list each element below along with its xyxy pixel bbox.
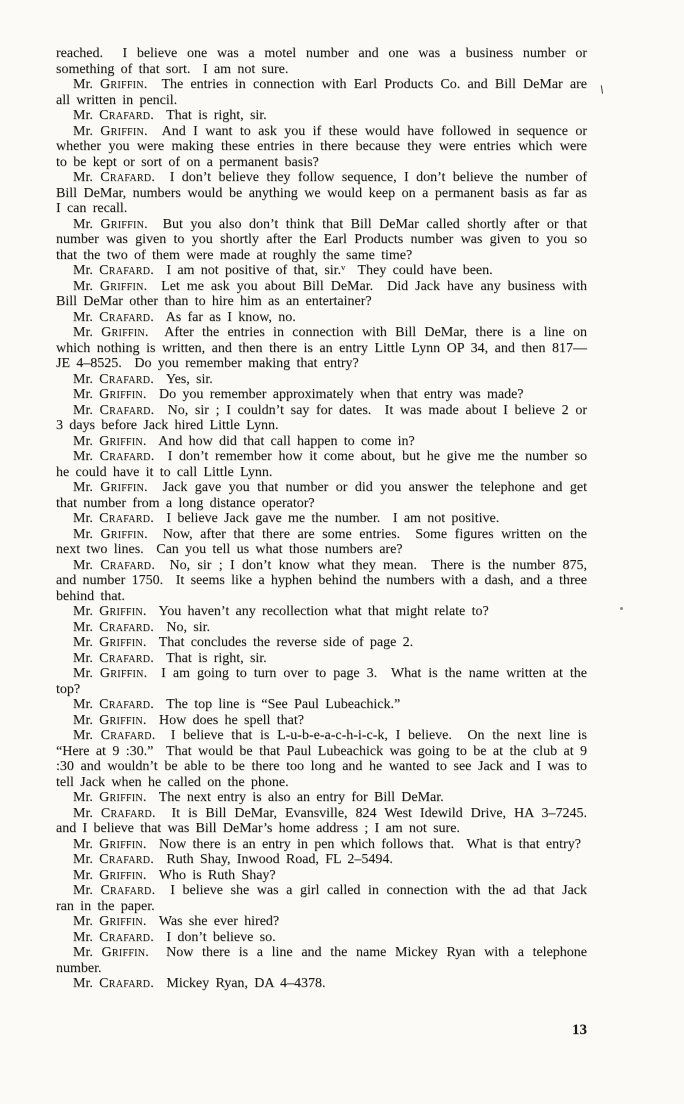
utterance-text: I believe Jack gave me the number. I am not positive. bbox=[166, 511, 500, 526]
utterance-text: The next entry is also an entry for Bill DeMar. bbox=[158, 790, 444, 805]
speaker-name bbox=[73, 697, 166, 712]
utterance-text: You haven’t any recollection what that might relate to? bbox=[158, 604, 489, 619]
speaker-name bbox=[73, 651, 166, 666]
speaker-surname: Griffin bbox=[100, 480, 145, 495]
speaker-honorific: Mr. bbox=[73, 449, 100, 464]
speaker-name bbox=[73, 852, 166, 867]
utterance-text: I believe that is L-u-b-e-a-c-h-i-c-k, I believe. On the next line is “Here at 9 :30.” That would be that Paul Lubeachick was going to be at the club at 9 :30 and wouldn’t be able to be there too long and he wanted to see Jack and I was to tell Jack when he called on the phone. bbox=[56, 728, 594, 790]
speaker-name bbox=[73, 217, 163, 232]
speaker-surname: Crafard bbox=[99, 650, 151, 666]
speaker-surname: Crafard bbox=[99, 619, 151, 635]
speaker-surname: Crafard bbox=[99, 852, 151, 867]
transcript-paragraph bbox=[56, 976, 587, 992]
speaker-separator: . bbox=[151, 170, 170, 185]
speaker-separator: . bbox=[142, 433, 159, 449]
speaker-name bbox=[73, 325, 164, 340]
transcript-paragraph bbox=[56, 837, 587, 853]
speaker-surname: Crafard bbox=[99, 449, 151, 464]
speaker-honorific: Mr. bbox=[73, 216, 101, 232]
transcript-paragraph bbox=[56, 790, 587, 806]
transcript-paragraph bbox=[56, 46, 594, 77]
transcript-paragraph bbox=[56, 604, 587, 620]
speaker-surname: Griffin bbox=[99, 433, 143, 449]
utterance-text: Now, after that there are some entries. Some figures written on the next two lines. Can you tell us what those numbers are? bbox=[56, 526, 594, 557]
speaker-separator: . bbox=[143, 77, 162, 92]
speaker-separator: . bbox=[144, 216, 163, 232]
utterance-text: And how did that call happen to come in? bbox=[158, 433, 415, 449]
speaker-honorific: Mr. bbox=[73, 883, 101, 898]
transcript-paragraph bbox=[56, 930, 587, 946]
speaker-name bbox=[73, 806, 171, 821]
speaker-name bbox=[73, 527, 163, 542]
speaker-separator: . bbox=[144, 123, 162, 139]
speaker-name bbox=[73, 403, 168, 418]
speaker-separator: . bbox=[150, 929, 167, 945]
utterance-text: Jack gave you that number or did you answer the telephone and get that number from a long distance operator? bbox=[56, 480, 594, 511]
speaker-name bbox=[73, 77, 161, 92]
transcript-paragraph bbox=[56, 805, 594, 837]
transcript-paragraph bbox=[56, 434, 587, 450]
speaker-surname: Crafard bbox=[99, 371, 151, 387]
speaker-name bbox=[73, 635, 159, 650]
utterance-text: I am not positive of that, sir.ᵛ They could have been. bbox=[166, 263, 493, 278]
transcript-paragraph bbox=[56, 883, 594, 914]
speaker-honorific: Mr. bbox=[73, 914, 100, 929]
speaker-honorific: Mr. bbox=[73, 619, 100, 635]
utterance-text: I don’t believe so. bbox=[166, 929, 276, 945]
utterance-text: No, sir ; I couldn’t say for dates. It was made about I believe 2 or 3 days before Jack hired Little Lynn. bbox=[56, 402, 594, 433]
speaker-surname: Crafard bbox=[99, 108, 151, 123]
speaker-surname: Griffin bbox=[99, 387, 143, 402]
transcript-paragraph bbox=[56, 945, 594, 976]
speaker-name bbox=[73, 387, 159, 402]
speaker-name bbox=[73, 604, 158, 619]
speaker-surname: Crafard bbox=[100, 805, 152, 821]
transcript-paragraph bbox=[56, 263, 587, 279]
page-number: 13 bbox=[572, 1022, 587, 1038]
speaker-surname: Crafard bbox=[99, 309, 151, 325]
utterance-text: I believe she was a girl called in connection with the ad that Jack ran in the paper. bbox=[56, 883, 594, 914]
speaker-honorific: Mr. bbox=[73, 635, 100, 650]
speaker-name bbox=[73, 558, 169, 573]
speaker-name bbox=[73, 666, 161, 681]
transcript-paragraph bbox=[56, 868, 587, 884]
speaker-honorific: Mr. bbox=[73, 402, 100, 418]
speaker-honorific: Mr. bbox=[73, 77, 101, 92]
speaker-separator: . bbox=[151, 883, 171, 898]
transcript-paragraph bbox=[56, 511, 587, 527]
speaker-separator: . bbox=[142, 635, 159, 650]
speaker-surname: Crafard bbox=[100, 728, 152, 743]
speaker-honorific: Mr. bbox=[73, 309, 100, 325]
utterance-text: The entries in connection with Earl Products Co. and Bill DeMar are all written in pencil. bbox=[56, 77, 594, 108]
speaker-surname: Crafard bbox=[99, 976, 151, 991]
transcript-paragraph bbox=[56, 728, 594, 790]
speaker-name bbox=[73, 279, 161, 294]
speaker-separator: . bbox=[142, 604, 159, 619]
transcript-paragraph bbox=[56, 216, 594, 264]
transcript-paragraph bbox=[56, 310, 587, 326]
speaker-honorific: Mr. bbox=[73, 526, 101, 542]
speaker-name bbox=[73, 310, 166, 325]
speaker-honorific: Mr. bbox=[73, 712, 100, 728]
speaker-name bbox=[73, 480, 162, 495]
speaker-honorific: Mr. bbox=[73, 325, 102, 340]
speaker-separator: . bbox=[150, 852, 167, 867]
utterance-text: Now there is a line and the name Mickey Ryan with a telephone number. bbox=[56, 945, 594, 976]
speaker-separator: . bbox=[142, 790, 159, 805]
speaker-name bbox=[73, 170, 170, 185]
speaker-surname: Griffin bbox=[99, 914, 143, 929]
speaker-honorific: Mr. bbox=[73, 805, 101, 821]
speaker-surname: Griffin bbox=[99, 712, 143, 728]
speaker-separator: . bbox=[151, 557, 170, 573]
speaker-honorific: Mr. bbox=[73, 790, 100, 805]
utterance-text: Let me ask you about Bill DeMar. Did Jack have any business with Bill DeMar other than to hire him as an entertainer? bbox=[56, 278, 594, 309]
speaker-surname: Crafard bbox=[99, 929, 151, 945]
transcript-paragraph bbox=[56, 852, 587, 868]
speaker-name bbox=[73, 976, 166, 991]
speaker-separator: . bbox=[150, 697, 167, 712]
speaker-honorific: Mr. bbox=[73, 929, 100, 945]
speaker-honorific: Mr. bbox=[73, 650, 100, 666]
speaker-honorific: Mr. bbox=[73, 387, 100, 402]
utterance-text: Now there is an entry in pen which follows that. What is that entry? bbox=[159, 836, 581, 852]
speaker-honorific: Mr. bbox=[73, 123, 101, 139]
speaker-honorific: Mr. bbox=[73, 728, 101, 743]
speaker-separator: . bbox=[150, 371, 166, 387]
transcript-paragraph bbox=[56, 77, 594, 108]
transcript-paragraph bbox=[56, 278, 594, 310]
transcript-paragraph bbox=[56, 651, 587, 667]
speaker-separator: . bbox=[143, 278, 162, 294]
speaker-separator: . bbox=[142, 712, 159, 728]
utterance-text: That is right, sir. bbox=[166, 108, 267, 123]
speaker-separator: . bbox=[142, 914, 159, 929]
speaker-separator: . bbox=[144, 480, 163, 495]
speaker-surname: Griffin bbox=[99, 604, 143, 619]
utterance-text: Ruth Shay, Inwood Road, FL 2–5494. bbox=[166, 852, 393, 867]
speaker-name bbox=[73, 372, 166, 387]
speaker-honorific: Mr. bbox=[73, 557, 101, 573]
utterance-text: As far as I know, no. bbox=[165, 309, 296, 325]
utterance-text: That is right, sir. bbox=[166, 650, 267, 666]
transcript-paragraph bbox=[56, 526, 594, 558]
speaker-separator: . bbox=[150, 263, 167, 278]
speaker-surname: Griffin bbox=[100, 77, 144, 92]
speaker-honorific: Mr. bbox=[73, 480, 101, 495]
speaker-name bbox=[73, 728, 171, 743]
speaker-honorific: Mr. bbox=[73, 852, 100, 867]
transcript-paragraph bbox=[56, 123, 594, 171]
speaker-name bbox=[73, 930, 166, 945]
utterance-text: I don’t believe they follow sequence, I don’t believe the number of Bill DeMar, numbers would be anything we would keep on a permanent basis as far as I can recall. bbox=[56, 170, 594, 216]
speaker-honorific: Mr. bbox=[73, 945, 102, 960]
utterance-text: It is Bill DeMar, Evansville, 824 West Idewild Drive, HA 3–7245. and I believe that was Bill DeMar’s home address ; I am not sure. bbox=[56, 805, 594, 836]
speaker-honorific: Mr. bbox=[73, 108, 100, 123]
speaker-honorific: Mr. bbox=[73, 836, 100, 852]
speaker-name bbox=[73, 108, 166, 123]
transcript-text bbox=[56, 46, 594, 992]
speaker-honorific: Mr. bbox=[73, 371, 100, 387]
transcript-paragraph bbox=[56, 387, 587, 403]
speaker-honorific: Mr. bbox=[73, 697, 100, 712]
utterance-text: That concludes the reverse side of page 2. bbox=[158, 635, 414, 650]
utterance-text: How does he spell that? bbox=[159, 712, 304, 728]
utterance-text: Yes, sir. bbox=[165, 371, 213, 387]
speaker-name bbox=[73, 511, 166, 526]
utterance-text: reached. I believe one was a motel number and one was a business number or something of that sort. I am not sure. bbox=[56, 46, 594, 77]
utterance-text: After the entries in connection with Bill DeMar, there is a line on which nothing is written, and then there is an entry Little Lynn OP 34, and then 817—JE 4–8525. Do you remember making that entry? bbox=[56, 325, 594, 371]
speaker-surname: Griffin bbox=[101, 325, 145, 340]
speaker-separator: . bbox=[150, 511, 167, 526]
utterance-text: I am going to turn over to page 3. What is the name written at the top? bbox=[56, 666, 594, 697]
speaker-name bbox=[73, 914, 159, 929]
speaker-honorific: Mr. bbox=[73, 433, 100, 449]
speaker-separator: . bbox=[150, 650, 167, 666]
speaker-name bbox=[73, 837, 159, 852]
speaker-honorific: Mr. bbox=[73, 666, 100, 681]
speaker-separator: . bbox=[150, 108, 167, 123]
utterance-text: The top line is “See Paul Lubeachick.” bbox=[166, 697, 401, 712]
speaker-separator: . bbox=[142, 387, 159, 402]
speaker-surname: Crafard bbox=[99, 402, 151, 418]
speaker-surname: Griffin bbox=[99, 666, 144, 681]
speaker-name bbox=[73, 713, 159, 728]
speaker-separator: . bbox=[142, 836, 159, 852]
speaker-separator: . bbox=[144, 325, 165, 340]
speaker-honorific: Mr. bbox=[73, 278, 100, 294]
speaker-name bbox=[73, 620, 166, 635]
speaker-honorific: Mr. bbox=[73, 263, 100, 278]
utterance-text: No, sir ; I don’t know what they mean. There is the number 875, and number 1750. It seems like a hyphen behind the numbers with a dash, and a three behind that. bbox=[56, 557, 594, 604]
speaker-name bbox=[73, 124, 162, 139]
transcript-paragraph bbox=[56, 620, 587, 636]
transcript-paragraph bbox=[56, 635, 587, 651]
speaker-surname: Griffin bbox=[100, 216, 145, 232]
utterance-text: No, sir. bbox=[166, 619, 211, 635]
speaker-separator: . bbox=[150, 976, 167, 991]
speaker-honorific: Mr. bbox=[73, 604, 100, 619]
utterance-text: Who is Ruth Shay? bbox=[158, 867, 276, 883]
utterance-text: Do you remember approximately when that entry was made? bbox=[159, 387, 524, 402]
speaker-separator: . bbox=[150, 309, 166, 325]
speaker-surname: Crafard bbox=[100, 883, 152, 898]
speaker-separator: . bbox=[143, 666, 162, 681]
utterance-text: But you also don’t think that Bill DeMar called shortly after or that number was given to you shortly after the Earl Products number was given to you so that the two of them were made at roughly the same time? bbox=[56, 216, 594, 263]
speaker-separator: . bbox=[150, 619, 167, 635]
speaker-honorific: Mr. bbox=[73, 976, 100, 991]
utterance-text: I don’t remember how it come about, but he give me the number so he could have it to call Little Lynn. bbox=[56, 449, 594, 480]
speaker-name bbox=[73, 868, 159, 883]
speaker-surname: Crafard bbox=[100, 170, 152, 185]
speaker-name bbox=[73, 449, 168, 464]
utterance-text: And I want to ask you if these would have followed in sequence or whether you were making these entries in there because they were entries which were to be kept or sort of on a permanent basis? bbox=[56, 123, 594, 170]
speaker-name bbox=[73, 790, 159, 805]
speaker-surname: Griffin bbox=[99, 836, 143, 852]
transcript-paragraph bbox=[56, 372, 587, 388]
speaker-surname: Griffin bbox=[99, 278, 144, 294]
transcript-paragraph bbox=[56, 170, 594, 217]
speaker-surname: Griffin bbox=[100, 526, 145, 542]
transcript-paragraph bbox=[56, 449, 594, 480]
speaker-name bbox=[73, 945, 166, 960]
speaker-honorific: Mr. bbox=[73, 511, 100, 526]
speaker-separator: . bbox=[151, 728, 171, 743]
speaker-surname: Griffin bbox=[101, 945, 146, 960]
speaker-separator: . bbox=[142, 867, 159, 883]
speaker-name bbox=[73, 263, 166, 278]
transcript-paragraph bbox=[56, 480, 594, 511]
speaker-surname: Griffin bbox=[100, 123, 145, 139]
speaker-separator: . bbox=[151, 805, 172, 821]
speaker-separator: . bbox=[145, 945, 167, 960]
utterance-text: Mickey Ryan, DA 4–4378. bbox=[166, 976, 326, 991]
transcript-paragraph bbox=[56, 108, 587, 124]
transcript-paragraph bbox=[56, 713, 587, 729]
speaker-separator: . bbox=[144, 526, 163, 542]
speaker-honorific: Mr. bbox=[73, 170, 101, 185]
transcript-paragraph bbox=[56, 914, 587, 930]
pen-tick-icon: \ bbox=[598, 83, 606, 96]
transcript-paragraph bbox=[56, 697, 587, 713]
transcript-paragraph bbox=[56, 557, 594, 605]
speaker-surname: Crafard bbox=[99, 263, 151, 278]
speaker-surname: Griffin bbox=[99, 867, 143, 883]
transcript-paragraph bbox=[56, 325, 594, 372]
transcript-paragraph bbox=[56, 666, 594, 697]
speaker-surname: Crafard bbox=[100, 557, 152, 573]
utterance-text: Was she ever hired? bbox=[158, 914, 280, 929]
speaker-surname: Griffin bbox=[99, 790, 143, 805]
speaker-separator: . bbox=[150, 402, 168, 418]
speaker-surname: Griffin bbox=[99, 635, 143, 650]
ink-speck-icon bbox=[620, 607, 623, 610]
speaker-name bbox=[73, 883, 170, 898]
speaker-honorific: Mr. bbox=[73, 867, 100, 883]
speaker-surname: Crafard bbox=[99, 697, 151, 712]
speaker-separator: . bbox=[150, 449, 168, 464]
speaker-surname: Crafard bbox=[99, 511, 151, 526]
transcript-paragraph bbox=[56, 402, 594, 434]
speaker-name bbox=[73, 434, 158, 449]
